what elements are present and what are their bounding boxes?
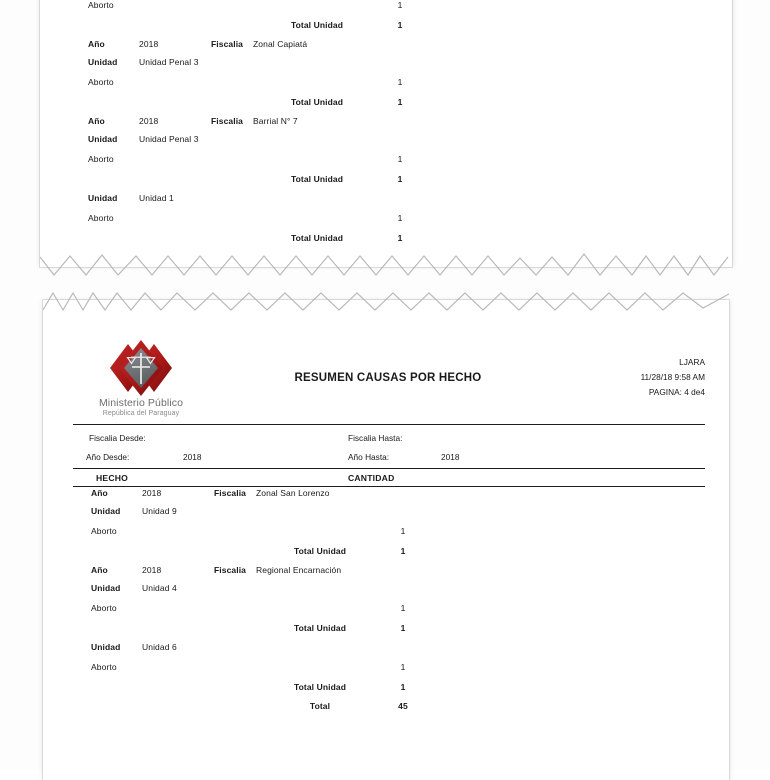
row-fiscalia-label: Fiscalia [214, 488, 246, 498]
report-row [43, 526, 729, 544]
report-meta [641, 355, 705, 400]
row-total-unidad-label: Total Unidad [293, 623, 347, 633]
row-total-unidad-label: Total Unidad [290, 97, 344, 107]
report-row [40, 233, 732, 251]
report-row [43, 488, 729, 506]
row-anio-label: Año [88, 39, 105, 49]
row-grand-total-label: Total [309, 701, 331, 711]
report-row [43, 603, 729, 621]
column-header-hecho: HECHO [96, 473, 129, 483]
report-row [43, 583, 729, 601]
row-hecho-name: Aborto [88, 213, 114, 223]
report-row [40, 193, 732, 211]
row-unidad-value: Unidad Penal 3 [139, 57, 199, 67]
row-unidad-label: Unidad [91, 583, 121, 593]
report-page-previous [40, 0, 732, 267]
row-fiscalia-value: Regional Encarnación [256, 565, 342, 575]
row-fiscalia-value: Zonal San Lorenzo [256, 488, 330, 498]
row-hecho-name: Aborto [91, 603, 117, 613]
torn-edge-bottom-previous [40, 253, 732, 281]
row-fiscalia-label: Fiscalia [211, 116, 243, 126]
row-hecho-name: Aborto [91, 526, 117, 536]
row-unidad-value: Unidad 1 [139, 193, 174, 203]
row-anio-value: 2018 [139, 39, 159, 49]
report-row [40, 20, 732, 38]
row-hecho-cantidad: 1 [397, 0, 403, 10]
row-hecho-cantidad: 1 [397, 154, 403, 164]
report-row [40, 97, 732, 115]
filter-fiscalia-hasta-label: Fiscalia Hasta: [348, 433, 403, 443]
page-title: RESUMEN CAUSAS POR HECHO [294, 372, 482, 384]
row-unidad-value: Unidad 4 [142, 583, 177, 593]
report-row [40, 213, 732, 231]
row-total-unidad-cantidad: 1 [397, 20, 403, 30]
filter-anio-hasta-value: 2018 [441, 452, 460, 462]
row-fiscalia-value: Zonal Capiatá [253, 39, 308, 49]
organization-name: Ministerio Público [98, 397, 184, 409]
report-page-current [43, 300, 729, 780]
row-hecho-cantidad: 1 [400, 662, 406, 672]
header-divider-top [73, 424, 705, 425]
organization-subtitle: República del Paraguay [102, 410, 180, 417]
row-total-unidad-label: Total Unidad [290, 20, 344, 30]
filter-anio-hasta-label: Año Hasta: [348, 452, 390, 462]
row-unidad-label: Unidad [91, 642, 121, 652]
report-row [43, 701, 729, 719]
meta-datetime: 11/28/18 9:58 AM [640, 372, 705, 382]
report-row [43, 682, 729, 700]
report-row [40, 116, 732, 134]
report-row [40, 77, 732, 95]
row-anio-value: 2018 [142, 565, 162, 575]
meta-page-number: PAGINA: 4 de4 [648, 387, 705, 397]
row-unidad-label: Unidad [88, 134, 118, 144]
row-fiscalia-label: Fiscalia [214, 565, 246, 575]
row-total-unidad-cantidad: 1 [397, 97, 403, 107]
row-total-unidad-cantidad: 1 [400, 682, 406, 692]
row-hecho-name: Aborto [88, 154, 114, 164]
report-row [43, 565, 729, 583]
meta-user: LJARA [679, 357, 705, 367]
filter-anio-desde-value: 2018 [183, 452, 202, 462]
report-row [43, 642, 729, 660]
report-row [40, 0, 732, 18]
row-hecho-name: Aborto [88, 0, 114, 10]
torn-edge-top-current [43, 286, 729, 314]
report-row [40, 174, 732, 192]
row-unidad-value: Unidad 9 [142, 506, 177, 516]
row-anio-label: Año [91, 488, 108, 498]
row-anio-value: 2018 [142, 488, 162, 498]
row-anio-value: 2018 [139, 116, 159, 126]
row-total-unidad-cantidad: 1 [400, 623, 406, 633]
row-fiscalia-label: Fiscalia [211, 39, 243, 49]
report-row [40, 134, 732, 152]
column-header-cantidad: CANTIDAD [348, 473, 395, 483]
report-row [43, 506, 729, 524]
row-unidad-label: Unidad [88, 193, 118, 203]
row-total-unidad-cantidad: 1 [400, 546, 406, 556]
report-row [43, 546, 729, 564]
filter-anio-desde-label: Año Desde: [86, 452, 130, 462]
report-row [40, 154, 732, 172]
report-row [40, 39, 732, 57]
organization-block [85, 340, 197, 418]
report-row [43, 662, 729, 680]
row-fiscalia-value: Barrial N° 7 [253, 116, 298, 126]
row-total-unidad-cantidad: 1 [397, 233, 403, 243]
report-row [40, 57, 732, 75]
ministerio-publico-logo-icon [106, 340, 176, 396]
header-divider-bottom [73, 468, 705, 469]
row-unidad-value: Unidad Penal 3 [139, 134, 199, 144]
row-hecho-cantidad: 1 [400, 603, 406, 613]
row-anio-label: Año [91, 565, 108, 575]
row-unidad-label: Unidad [91, 506, 121, 516]
row-hecho-name: Aborto [91, 662, 117, 672]
report-row [43, 623, 729, 641]
row-unidad-label: Unidad [88, 57, 118, 67]
filter-fiscalia-desde-label: Fiscalia Desde: [89, 433, 146, 443]
row-unidad-value: Unidad 6 [142, 642, 177, 652]
row-hecho-cantidad: 1 [400, 526, 406, 536]
row-total-unidad-label: Total Unidad [293, 682, 347, 692]
row-total-unidad-label: Total Unidad [290, 233, 344, 243]
row-total-unidad-cantidad: 1 [397, 174, 403, 184]
row-hecho-cantidad: 1 [397, 213, 403, 223]
row-anio-label: Año [88, 116, 105, 126]
row-total-unidad-label: Total Unidad [290, 174, 344, 184]
row-grand-total-cantidad: 45 [398, 701, 408, 711]
row-hecho-name: Aborto [88, 77, 114, 87]
column-header-underline [73, 486, 705, 487]
row-total-unidad-label: Total Unidad [293, 546, 347, 556]
row-hecho-cantidad: 1 [397, 77, 403, 87]
